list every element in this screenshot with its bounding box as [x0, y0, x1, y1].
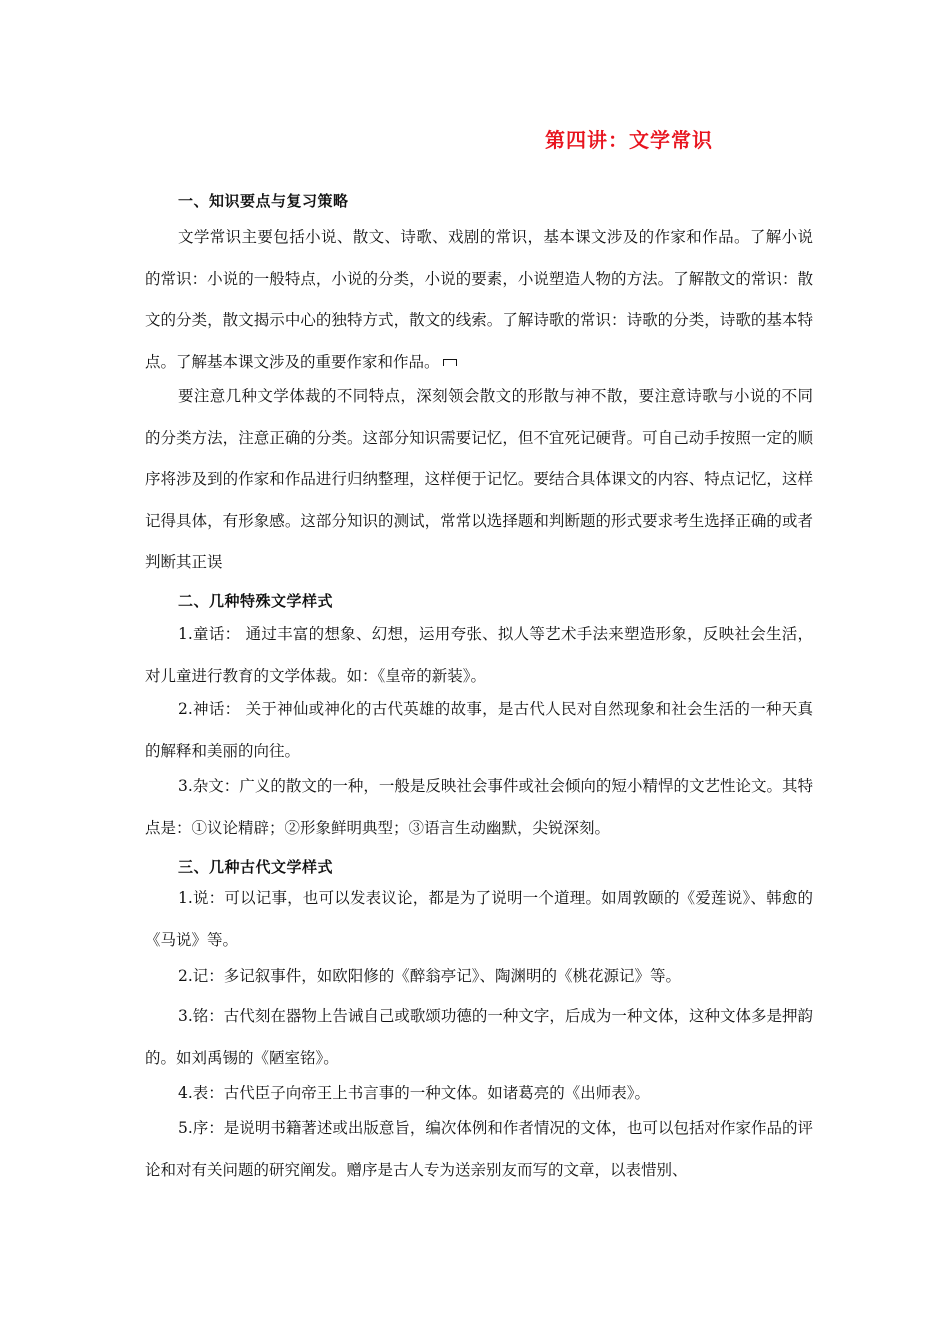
paragraph-2-3: 3.杂文：广义的散文的一种，一般是反映社会事件或社会倾向的短小精悍的文艺性论文。其特点是：①议论精辟；②形象鲜明典型；③语言生动幽默，尖锐深刻。 — [145, 777, 813, 837]
paragraph-2-2: 2.神话： 关于神仙或神化的古代英雄的故事，是古代人民对自然现象和社会生活的一种天真的解释和美丽的向往。 — [145, 700, 813, 760]
paragraph-2-1: 1.童话： 通过丰富的想象、幻想，运用夸张、拟人等艺术手法来塑造形象，反映社会生活，对儿童进行教育的文学体裁。如：《皇帝的新装》。 — [145, 625, 813, 685]
section-heading-3: 三、几种古代文学样式 — [178, 858, 334, 876]
section-heading-1: 一、知识要点与复习策略 — [178, 192, 349, 210]
paragraph-3-5: 5.序：是说明书籍著述或出版意旨，编次体例和作者情况的文体，也可以包括对作家作品的评论和对有关问题的研究阐发。赠序是古人专为送亲别友而写的文章，以表惜别、 — [145, 1119, 813, 1179]
paragraph-1-2: 要注意几种文学体裁的不同特点，深刻领会散文的形散与神不散，要注意诗歌与小说的不同的分类方法，注意正确的分类。这部分知识需要记忆，但不宜死记硬背。可自己动手按照一定的顺序将涉及到的作家和作品进行归纳整理，这样便于记忆。要结合具体课文的内容、特点记忆，这样记得具体，有形象感。这部分知识的测试，常常以选择题和判断题的形式要求考生选择正确的或者判断其正误 — [145, 387, 813, 571]
paragraph-1-1 — [145, 217, 813, 383]
editor-mark-icon — [443, 359, 457, 366]
paragraph-text: 文学常识主要包括小说、散文、诗歌、戏剧的常识，基本课文涉及的作家和作品。了解小说的常识：小说的一般特点，小说的分类，小说的要素，小说塑造人物的方法。了解散文的常识：散文的分类，散文揭示中心的独特方式，散文的线索。了解诗歌的常识：诗歌的分类，诗歌的基本特点。了解基本课文涉及的重要作家和作品。 — [145, 228, 813, 371]
paragraph-3-1: 1.说：可以记事，也可以发表议论，都是为了说明一个道理。如周敦颐的《爱莲说》、韩愈的《马说》等。 — [145, 889, 813, 949]
paragraph-3-3: 3.铭：古代刻在器物上告诫自己或歌颂功德的一种文字，后成为一种文体，这种文体多是押韵的。如刘禹锡的《陋室铭》。 — [145, 1007, 813, 1067]
section-heading-2: 二、几种特殊文学样式 — [178, 592, 334, 610]
paragraph-3-2: 2.记：多记叙事件，如欧阳修的《醉翁亭记》、陶渊明的《桃花源记》等。 — [178, 967, 682, 985]
page-title: 第四讲：文学常识 — [545, 128, 713, 152]
paragraph-3-4: 4.表：古代臣子向帝王上书言事的一种文体。如诸葛亮的《出师表》。 — [178, 1084, 651, 1102]
